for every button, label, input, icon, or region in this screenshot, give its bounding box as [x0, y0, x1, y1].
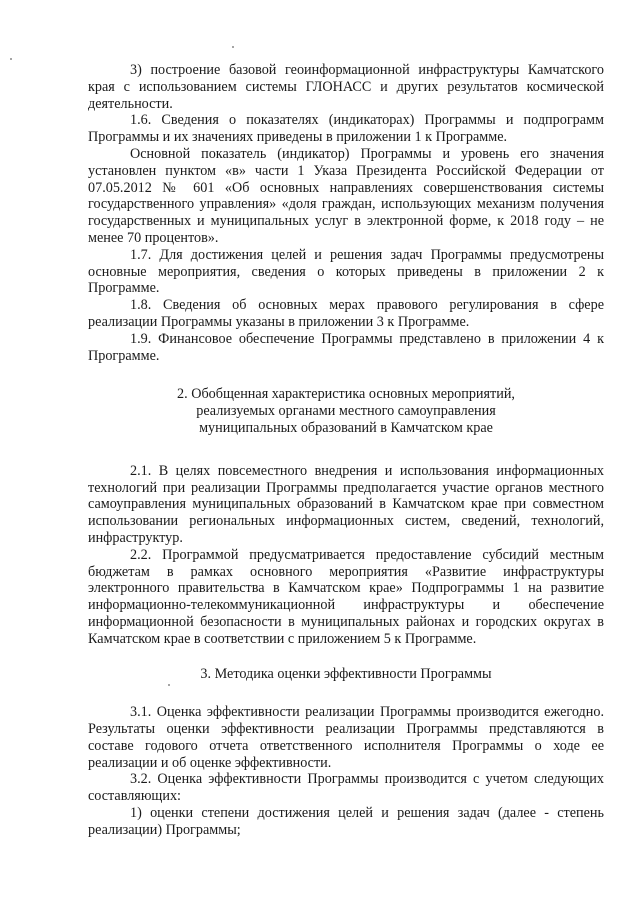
paragraph-intro-3: 3) построение базовой геоинформационной инфраструктуры Камчатского края с использованием системы ГЛОНАСС и других результатов космической деятельности. [88, 62, 604, 112]
scan-speck [232, 46, 234, 48]
paragraph-2-2: 2.2. Программой предусматривается предоставление субсидий местным бюджетам в рамках основного мероприятия «Развитие инфраструктуры электронного правительства в Камчатском крае» Подпрограммы 1 на развитие информационно-телекоммуникационной инфраструктуры и обеспечение информационной безопасности в муниципальных районах и городских округах в Камчатском крае в соответствии с приложением 5 к Программе. [88, 546, 604, 647]
paragraph-1-7: 1.7. Для достижения целей и решения задач Программы предусмотрены основные мероприятия, сведения о которых приведены в приложении 2 к Программе. [88, 246, 604, 297]
paragraph-3-1: 3.1. Оценка эффективности реализации Программы производится ежегодно. Результаты оценки эффективности реализации Программы представляются в составе годового отчета ответственного исполнителя Программы о ходе ее реализации и об оценке эффективности. [88, 704, 604, 771]
paragraph-1-6-indicator: Основной показатель (индикатор) Программы и уровень его значения установлен пунктом «в» части 1 Указа Президента Российской Федерации от 07.05.2012 № 601 «Об основных направлениях совершенствования системы государственного управления» «доля граждан, использующих механизм получения государственных и муниципальных услуг в электронной форме, к 2018 году – не менее 70 процентов». [88, 145, 604, 246]
paragraph-3-2: 3.2. Оценка эффективности Программы производится с учетом следующих составляющих: [88, 771, 604, 805]
section-heading-3: 3. Методика оценки эффективности Программы [200, 665, 492, 682]
paragraph-3-2-item-1: 1) оценки степени достижения целей и решения задач (далее - степень реализации) Программы; [88, 805, 604, 838]
paragraph-1-9: 1.9. Финансовое обеспечение Программы представлено в приложении 4 к Программе. [88, 330, 604, 364]
section-heading-2-line1: 2. Обобщенная характеристика основных мероприятий, [177, 386, 515, 403]
section-heading-2-line2: реализуемых органами местного самоуправления [196, 403, 496, 420]
section-heading-2-line3: муниципальных образований в Камчатском крае [199, 419, 493, 436]
paragraph-1-8: 1.8. Сведения об основных мерах правового регулирования в сфере реализации Программы указаны в приложении 3 к Программе. [88, 297, 604, 330]
document-page [88, 62, 604, 839]
scan-speck [10, 58, 12, 60]
paragraph-2-1: 2.1. В целях повсеместного внедрения и использования информационных технологий при реализации Программы предполагается участие органов местного самоуправления муниципальных образований в Камчатском крае при совместном использовании региональных информационных систем, сведений, технологий, инфраструктур. [88, 462, 604, 546]
paragraph-1-6: 1.6. Сведения о показателях (индикаторах) Программы и подпрограмм Программы и их значениях приведены в приложении 1 к Программе. [88, 112, 604, 146]
section-heading-2 [88, 386, 604, 436]
